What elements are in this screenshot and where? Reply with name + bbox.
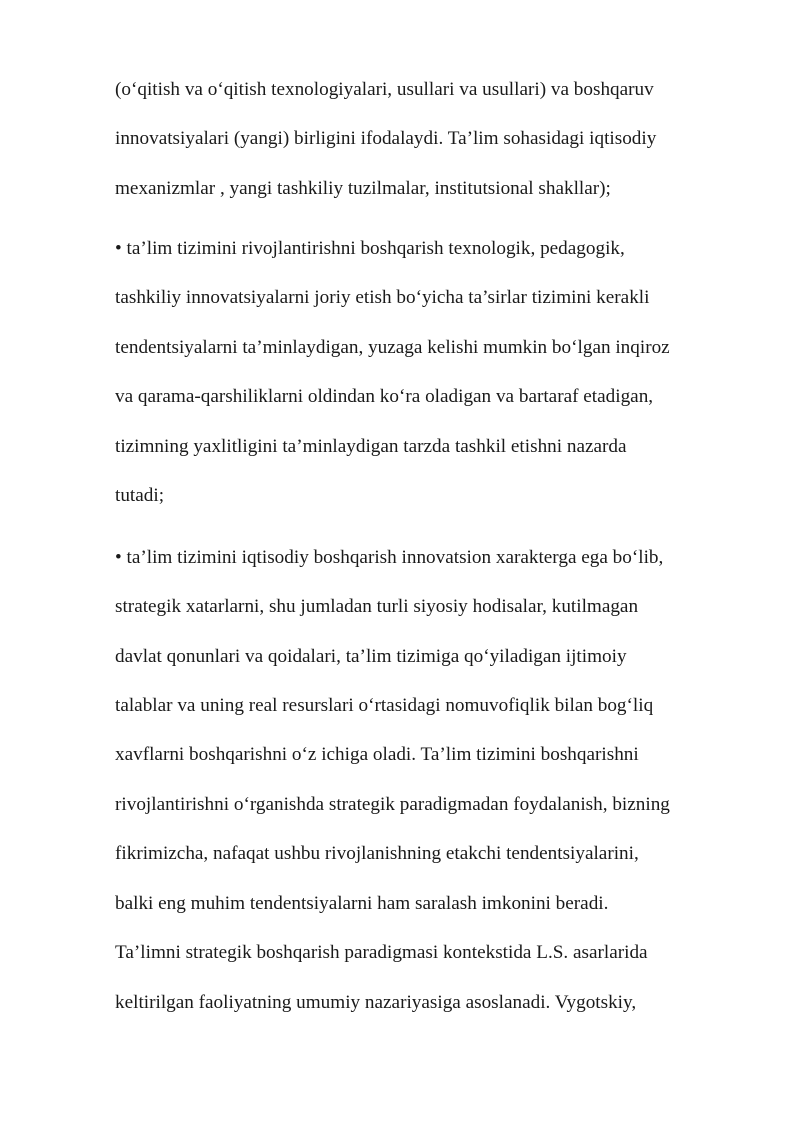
text-line: keltirilgan faoliyatning umumiy nazariyasiga asoslanadi. Vygotskiy, (115, 992, 637, 1013)
text-line: tutadi; (115, 485, 165, 506)
text-line: innovatsiyalari (yangi) birligini ifodalaydi. Ta’lim sohasidagi iqtisodiy (115, 128, 657, 149)
text-line: mexanizmlar , yangi tashkiliy tuzilmalar, institutsional shakllar); (115, 178, 611, 199)
text-line: rivojlantirishni o‘rganishda strategik paradigmadan foydalanish, bizning (115, 794, 670, 815)
text-line: fikrimizcha, nafaqat ushbu rivojlanishning etakchi tendentsiyalarini, (115, 843, 639, 864)
text-line: tizimning yaxlitligini ta’minlaydigan tarzda tashkil etishni nazarda (115, 436, 627, 457)
text-line: talablar va uning real resurslari o‘rtasidagi nomuvofiqlik bilan bog‘liq (115, 695, 654, 716)
text-line: • ta’lim tizimini rivojlantirishni boshqarish texnologik, pedagogik, (115, 238, 625, 259)
text-line: strategik xatarlarni, shu jumladan turli siyosiy hodisalar, kutilmagan (115, 596, 639, 617)
text-line: Ta’limni strategik boshqarish paradigmasi kontekstida L.S. asarlarida (115, 942, 648, 963)
text-line: xavflarni boshqarishni o‘z ichiga oladi. Ta’lim tizimini boshqarishni (115, 744, 639, 765)
text-line: davlat qonunlari va qoidalari, ta’lim tizimiga qo‘yiladigan ijtimoiy (115, 646, 627, 667)
text-line: (o‘qitish va o‘qitish texnologiyalari, usullari va usullari) va boshqaruv (115, 79, 654, 100)
text-line: tendentsiyalarni ta’minlaydigan, yuzaga kelishi mumkin bo‘lgan inqiroz (115, 337, 670, 358)
text-line: balki eng muhim tendentsiyalarni ham saralash imkonini beradi. (115, 893, 609, 914)
text-line: tashkiliy innovatsiyalarni joriy etish bo‘yicha ta’sirlar tizimini kerakli (115, 287, 650, 308)
text-line: • ta’lim tizimini iqtisodiy boshqarish innovatsion xarakterga ega bo‘lib, (115, 547, 664, 568)
text-line: va qarama-qarshiliklarni oldindan ko‘ra oladigan va bartaraf etadigan, (115, 386, 654, 407)
